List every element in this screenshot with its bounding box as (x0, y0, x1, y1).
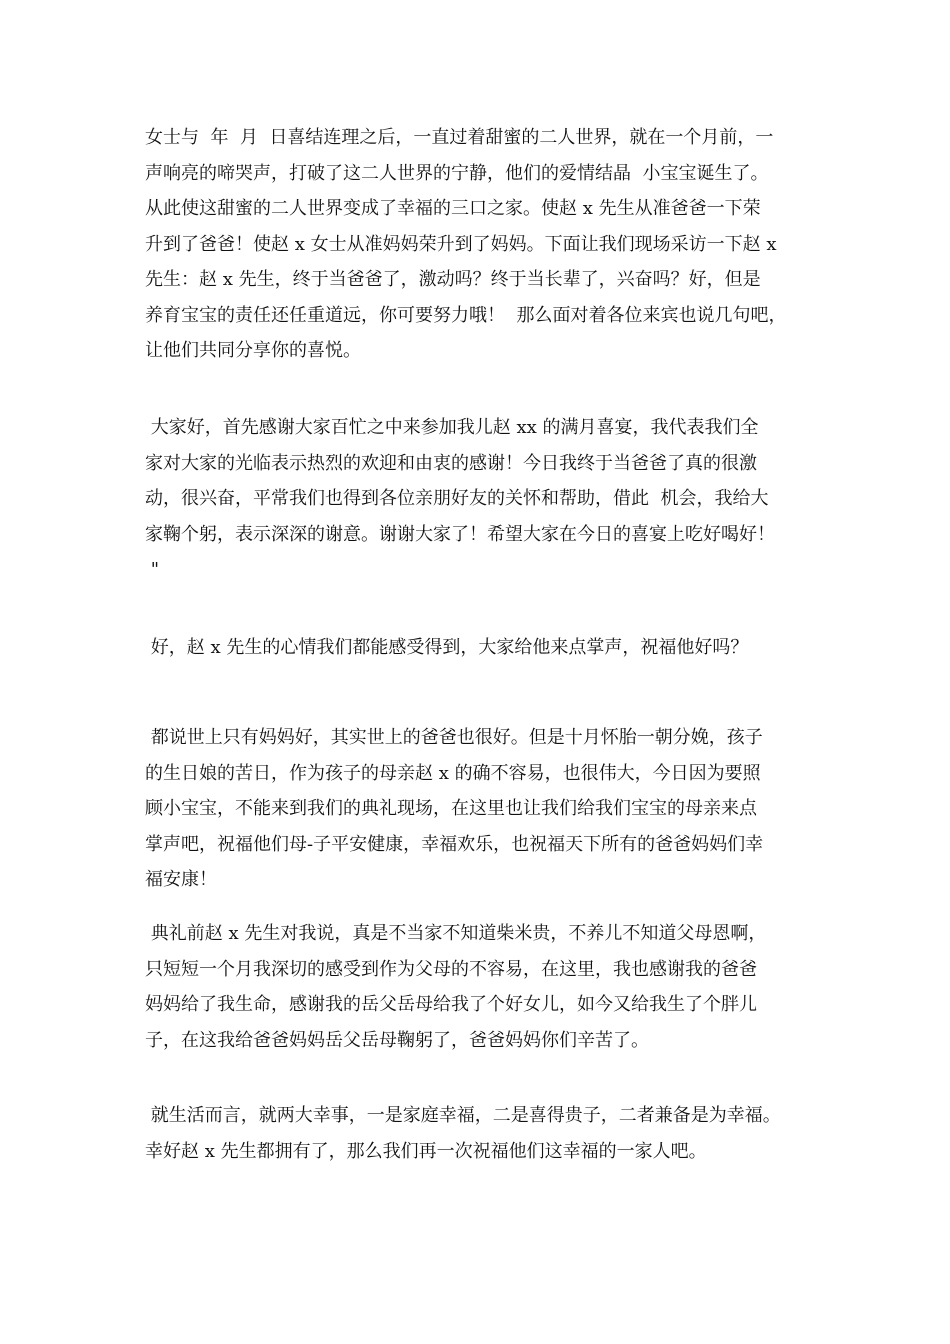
text-line: 顾小宝宝，不能来到我们的典礼现场，在这里也让我们给我们宝宝的母亲来点 (145, 798, 757, 819)
paragraph-intro (145, 120, 835, 369)
paragraph-father-speech (145, 410, 835, 588)
text-line: 声响亮的啼哭声，打破了这二人世界的宁静，他们的爱情结晶 小宝宝诞生了。 (145, 162, 769, 184)
text-line: 大家好，首先感谢大家百忙之中来参加我儿赵 xx 的满月喜宴，我代表我们全 (145, 417, 759, 438)
text-line: 女士与 年 月 日喜结连理之后，一直过着甜蜜的二人世界，就在一个月前，一 (145, 127, 774, 148)
text-line: 的生日娘的苦日，作为孩子的母亲赵 x 的确不容易，也很伟大，今日因为要照 (145, 762, 761, 784)
text-line: 子，在这我给爸爸妈妈岳父岳母鞠躬了，爸爸妈妈你们辛苦了。 (145, 1029, 649, 1051)
text-line: 先生：赵 x 先生，终于当爸爸了，激动吗？终于当长辈了，兴奋吗？好，但是 (145, 269, 761, 290)
text-line: 动，很兴奋，平常我们也得到各位亲朋好友的关怀和帮助，借此 机会，我给大 (145, 488, 769, 509)
paragraph-parents-thanks (145, 916, 835, 1058)
text-line: 妈妈给了我生命，感谢我的岳父岳母给我了个好女儿，如今又给我生了个胖儿 (145, 994, 757, 1015)
paragraph-closing (145, 1098, 835, 1169)
text-line: 幸好赵 x 先生都拥有了，那么我们再一次祝福他们这幸福的一家人吧。 (145, 1140, 707, 1162)
text-line: 掌声吧，祝福他们母-子平安健康，幸福欢乐，也祝福天下所有的爸爸妈妈们幸 (145, 833, 764, 855)
text-line: 升到了爸爸！使赵 x 女士从准妈妈荣升到了妈妈。下面让我们现场采访一下赵 x (145, 233, 777, 255)
text-line: 家对大家的光临表示热烈的欢迎和由衷的感谢！今日我终于当爸爸了真的很激 (145, 452, 757, 474)
text-line: 让他们共同分享你的喜悦。 (145, 340, 361, 361)
text-line: 就生活而言，就两大幸事，一是家庭幸福，二是喜得贵子，二者兼备是为幸福。 (145, 1105, 781, 1126)
text-line: " (145, 559, 160, 580)
text-line: 从此使这甜蜜的二人世界变成了幸福的三口之家。使赵 x 先生从准爸爸一下荣 (145, 198, 761, 219)
paragraph-mother-tribute (145, 720, 835, 898)
text-line: 都说世上只有妈妈好，其实世上的爸爸也很好。但是十月怀胎一朝分娩，孩子 (145, 727, 763, 748)
text-line: 好，赵 x 先生的心情我们都能感受得到，大家给他来点掌声，祝福他好吗？ (145, 637, 749, 658)
text-line: 只短短一个月我深切的感受到作为父母的不容易，在这里，我也感谢我的爸爸 (145, 958, 757, 980)
text-line: 福安康！ (145, 869, 217, 890)
text-line: 家鞠个躬，表示深深的谢意。谢谢大家了！希望大家在今日的喜宴上吃好喝好！ (145, 523, 775, 545)
text-line: 养育宝宝的责任还任重道远，你可要努力哦！ 那么面对着各位来宾也说几句吧， (145, 304, 787, 326)
text-line: 典礼前赵 x 先生对我说，真是不当家不知道柴米贵，不养儿不知道父母恩啊， (145, 923, 767, 944)
paragraph-applause (145, 630, 835, 666)
